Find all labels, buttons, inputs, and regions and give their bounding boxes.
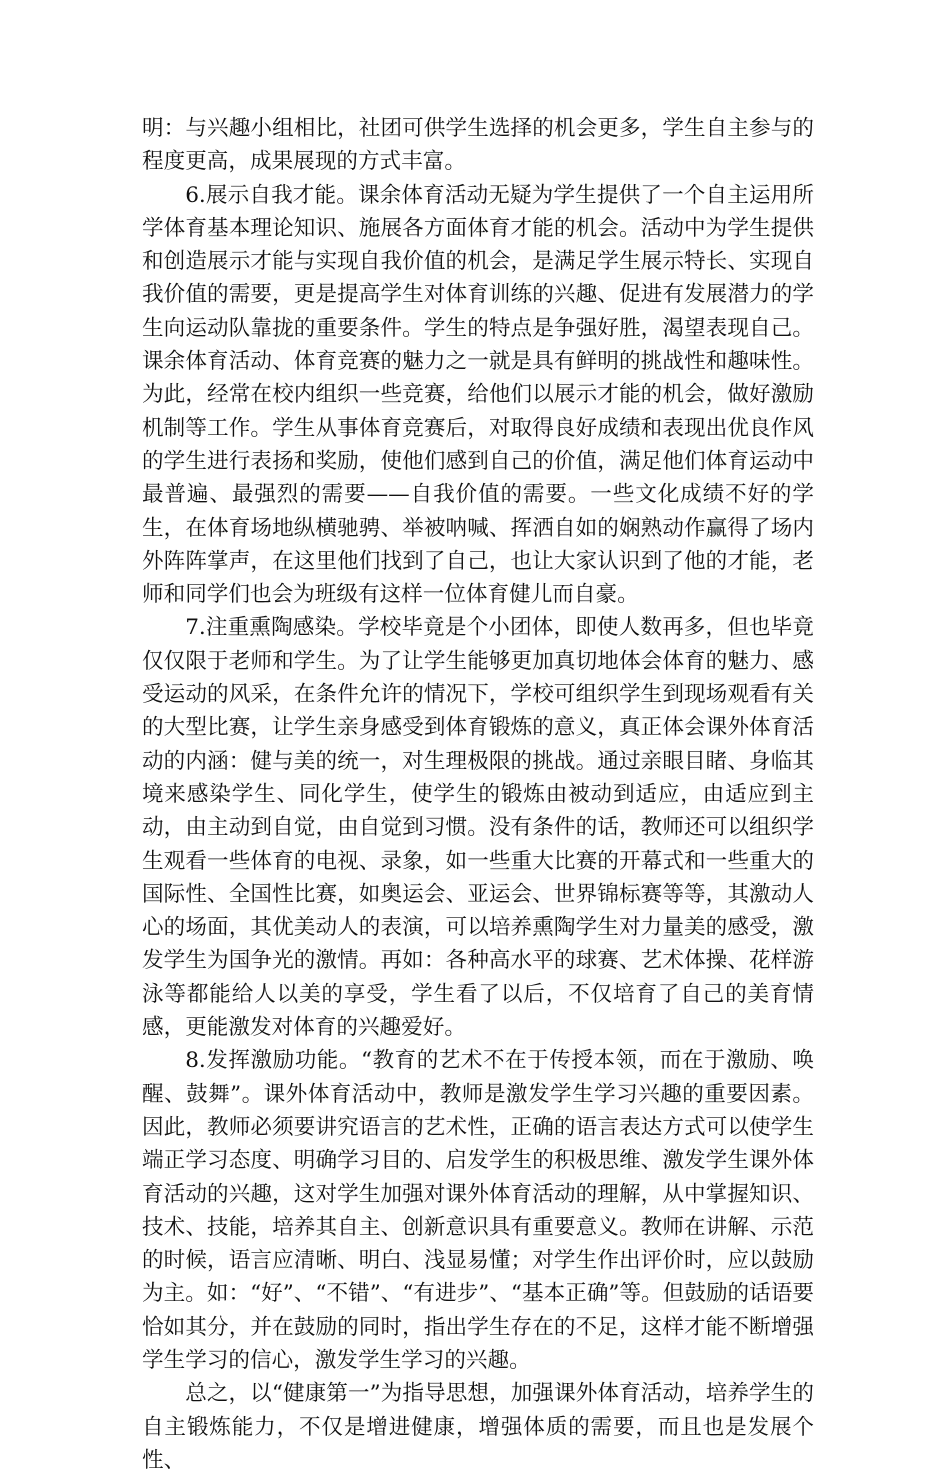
paragraph-summary: 总之，以“健康第一”为指导思想，加强课外体育活动，培养学生的自主锻炼能力，不仅是增进健康，增强体质的需要，而且也是发展个性、 [142,1381,814,1473]
document-page [142,112,814,1477]
paragraph-6-show-talent: 6.展示自我才能。课余体育活动无疑为学生提供了一个自主运用所学体育基本理论知识、施展各方面体育才能的机会。活动中为学生提供和创造展示才能与实现自我价值的机会，是满足学生展示特长、实现自我价值的需要，更是提高学生对体育训练的兴趣、促进有发展潜力的学生向运动队靠拢的重要条件。学生的特点是争强好胜，渴望表现自己。课余体育活动、体育竞赛的魅力之一就是具有鲜明的挑战性和趣味性。为此，经常在校内组织一些竞赛，给他们以展示才能的机会，做好激励机制等工作。学生从事体育竞赛后，对取得良好成绩和表现出优良作风的学生进行表扬和奖励，使他们感到自己的价值，满足他们体育运动中最普遍、最强烈的需要——自我价值的需要。一些文化成绩不好的学生，在体育场地纵横驰骋、举被呐喊、挥洒自如的娴熟动作赢得了场内外阵阵掌声，在这里他们找到了自己，也让大家认识到了他的才能，老师和同学们也会为班级有这样一位体育健儿而自豪。 [142,182,814,608]
paragraph-8-motivation: 8.发挥激励功能。“教育的艺术不在于传授本领，而在于激励、唤醒、鼓舞”。课外体育活动中，教师是激发学生学习兴趣的重要因素。因此，教师必须要讲究语言的艺术性，正确的语言表达方式可以使学生端正学习态度、明确学习目的、启发学生的积极思维、激发学生课外体育活动的兴趣，这对学生加强对课外体育活动的理解，从中掌握知识、技术、技能，培养其自主、创新意识具有重要意义。教师在讲解、示范的时候，语言应清晰、明白、浅显易懂；对学生作出评价时，应以鼓励为主。如：“好”、“不错”、“有进步”、“基本正确”等。但鼓励的话语要恰如其分，并在鼓励的同时，指出学生存在的不足，这样才能不断增强学生学习的信心，激发学生学习的兴趣。 [142,1048,814,1373]
paragraph-continuation: 明：与兴趣小组相比，社团可供学生选择的机会更多，学生自主参与的程度更高，成果展现的方式丰富。 [142,116,814,175]
paragraph-7-influence: 7.注重熏陶感染。学校毕竟是个小团体，即使人数再多，但也毕竟仅仅限于老师和学生。为了让学生能够更加真切地体会体育的魅力、感受运动的风采，在条件允许的情况下，学校可组织学生到现场观看有关的大型比赛，让学生亲身感受到体育锻炼的意义，真正体会课外体育活动的内涵：健与美的统一，对生理极限的挑战。通过亲眼目睹、身临其境来感染学生、同化学生，使学生的锻炼由被动到适应，由适应到主动，由主动到自觉，由自觉到习惯。没有条件的话，教师还可以组织学生观看一些体育的电视、录象，如一些重大比赛的开幕式和一些重大的国际性、全国性比赛，如奥运会、亚运会、世界锦标赛等等，其激动人心的场面，其优美动人的表演，可以培养熏陶学生对力量美的感受，激发学生为国争光的激情。再如：各种高水平的球赛、艺术体操、花样游泳等都能给人以美的享受，学生看了以后，不仅培育了自己的美育情感，更能激发对体育的兴趣爱好。 [142,615,814,1041]
